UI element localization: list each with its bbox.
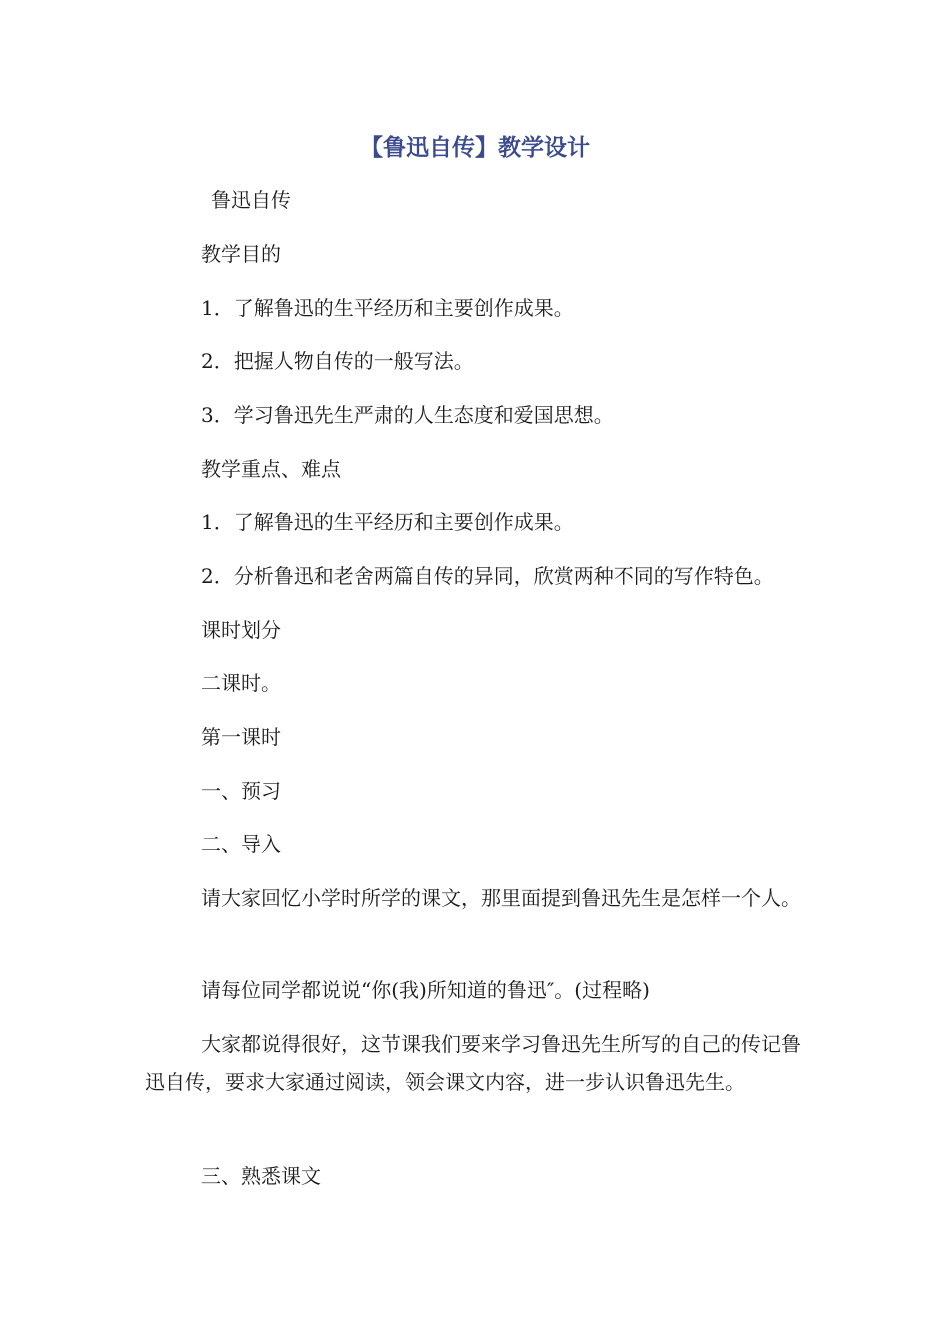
paragraph-heading-objectives: 教学目的 [201,242,281,266]
paragraph-first-lesson: 第一课时 [201,725,281,749]
paragraph-subtitle: 鲁迅自传 [211,188,291,212]
paragraph-objective-2: 2．把握人物自传的一般写法。 [201,349,474,373]
paragraph-objective-1: 1．了解鲁迅的生平经历和主要创作成果。 [201,296,574,320]
document-title: 【鲁迅自传】教学设计 [360,135,590,161]
paragraph-intro-summary: 大家都说得很好，这节课我们要来学习鲁迅先生所写的自己的传记鲁迅自传，要求大家通过阅读，领会课文内容，进一步认识鲁迅先生。 [145,1032,801,1094]
paragraph-heading-schedule: 课时划分 [201,618,281,642]
paragraph-objective-3: 3．学习鲁迅先生严肃的人生态度和爱国思想。 [201,403,614,427]
paragraph-step-read: 三、熟悉课文 [201,1164,321,1188]
paragraph-keypoint-1: 1．了解鲁迅的生平经历和主要创作成果。 [201,510,574,534]
paragraph-intro-recall: 请大家回忆小学时所学的课文，那里面提到鲁迅先生是怎样一个人。 [201,886,801,910]
paragraph-step-intro: 二、导入 [201,832,281,856]
paragraph-intro-share: 请每位同学都说说“你(我)所知道的鲁迅″。(过程略) [201,978,650,1002]
paragraph-schedule: 二课时。 [201,671,281,695]
paragraph-keypoint-2: 2．分析鲁迅和老舍两篇自传的异同，欣赏两种不同的写作特色。 [201,564,774,588]
paragraph-step-preview: 一、预习 [201,779,281,803]
paragraph-heading-keypoints: 教学重点、难点 [201,457,341,481]
